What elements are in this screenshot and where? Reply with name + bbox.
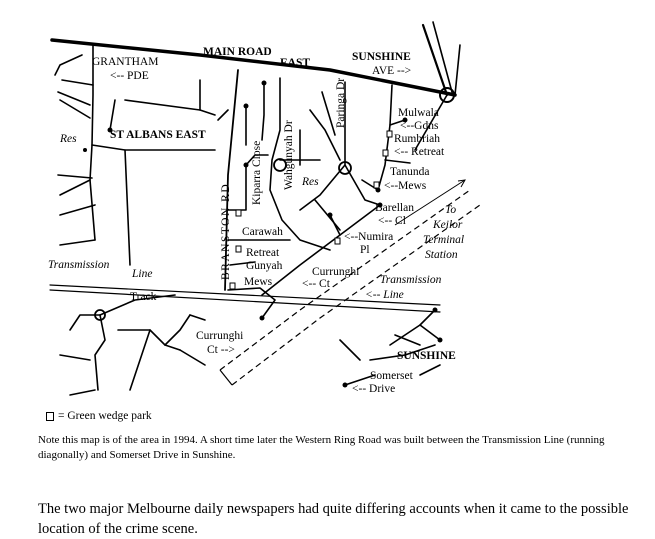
label-braniston-rd: BRANSTON RD bbox=[220, 182, 232, 280]
label-mulwala-gdns: <--Gdns bbox=[400, 120, 439, 132]
label-sunshine-ave-1: SUNSHINE bbox=[352, 51, 411, 63]
map-legend bbox=[46, 410, 152, 422]
label-transmission-left: Transmission bbox=[48, 259, 110, 271]
label-currunghi-bottom-ct: Ct --> bbox=[207, 344, 235, 356]
label-grantham-pde: <-- PDE bbox=[110, 70, 149, 82]
label-barellan: Barellan bbox=[375, 202, 414, 214]
label-to-keilor-1: To bbox=[445, 204, 457, 216]
label-track: Track bbox=[130, 291, 157, 303]
label-sunshine-ave-2: AVE --> bbox=[372, 65, 412, 77]
label-wahgunyah-dr: Wahgunyah Dr bbox=[283, 120, 295, 190]
label-numira-pl: Pl bbox=[360, 244, 370, 256]
label-somerset: Somerset bbox=[370, 370, 413, 382]
label-st-albans-east: ST ALBANS EAST bbox=[110, 129, 206, 141]
body-paragraph: The two major Melbourne daily newspapers had quite differing accounts when it came to the possible location of the crime scene. bbox=[38, 501, 629, 537]
label-res-center: Res bbox=[302, 176, 319, 188]
label-rumbriah-retreat: <-- Retreat bbox=[394, 146, 445, 158]
label-rumbriah: Rumbriah bbox=[394, 133, 440, 145]
label-res-left: Res bbox=[60, 133, 77, 145]
label-tanunda-mews: <--Mews bbox=[384, 180, 427, 192]
label-transmission-right: Transmission bbox=[380, 274, 442, 286]
label-to-keilor-2: Keilor bbox=[433, 219, 463, 231]
label-grantham: GRANTHAM bbox=[92, 56, 159, 68]
label-barellan-cl: <-- Cl bbox=[378, 215, 406, 227]
label-sunshine: SUNSHINE bbox=[397, 350, 456, 362]
label-gunyah: Gunyah bbox=[246, 260, 283, 272]
label-currunghi-top-ct: <-- Ct bbox=[302, 278, 330, 290]
label-main-road: MAIN ROAD bbox=[203, 46, 272, 58]
label-tanunda: Tanunda bbox=[390, 166, 430, 178]
label-mews: Mews bbox=[244, 276, 273, 288]
label-carawah: Carawah bbox=[242, 226, 283, 238]
label-currunghi-top: Currunghi bbox=[312, 266, 360, 278]
label-to-keilor-3: Terminal bbox=[423, 234, 465, 246]
label-kiparra-close: Kiparra Close bbox=[251, 140, 263, 205]
label-east: EAST bbox=[280, 57, 311, 69]
label-line-right: <-- Line bbox=[365, 289, 404, 301]
label-line-left: Line bbox=[132, 268, 153, 280]
label-numira: <--Numira bbox=[344, 231, 394, 243]
green-wedge-park-symbol bbox=[46, 412, 54, 421]
label-retreat: Retreat bbox=[246, 247, 280, 259]
legend-text: = Green wedge park bbox=[58, 410, 152, 422]
map-note: Note this map is of the area in 1994. A short time later the Western Ring Road was built between the Transmission Line (running diagonally) and Somerset Drive in Sunshine. bbox=[38, 434, 605, 461]
label-currunghi-bottom: Currunghi bbox=[196, 330, 244, 342]
label-somerset-drive: <-- Drive bbox=[352, 383, 396, 395]
label-mulwala: Mulwala bbox=[398, 107, 439, 119]
label-to-keilor-4: Station bbox=[425, 249, 458, 261]
label-paringa-dr: Paringa Dr bbox=[335, 77, 347, 128]
